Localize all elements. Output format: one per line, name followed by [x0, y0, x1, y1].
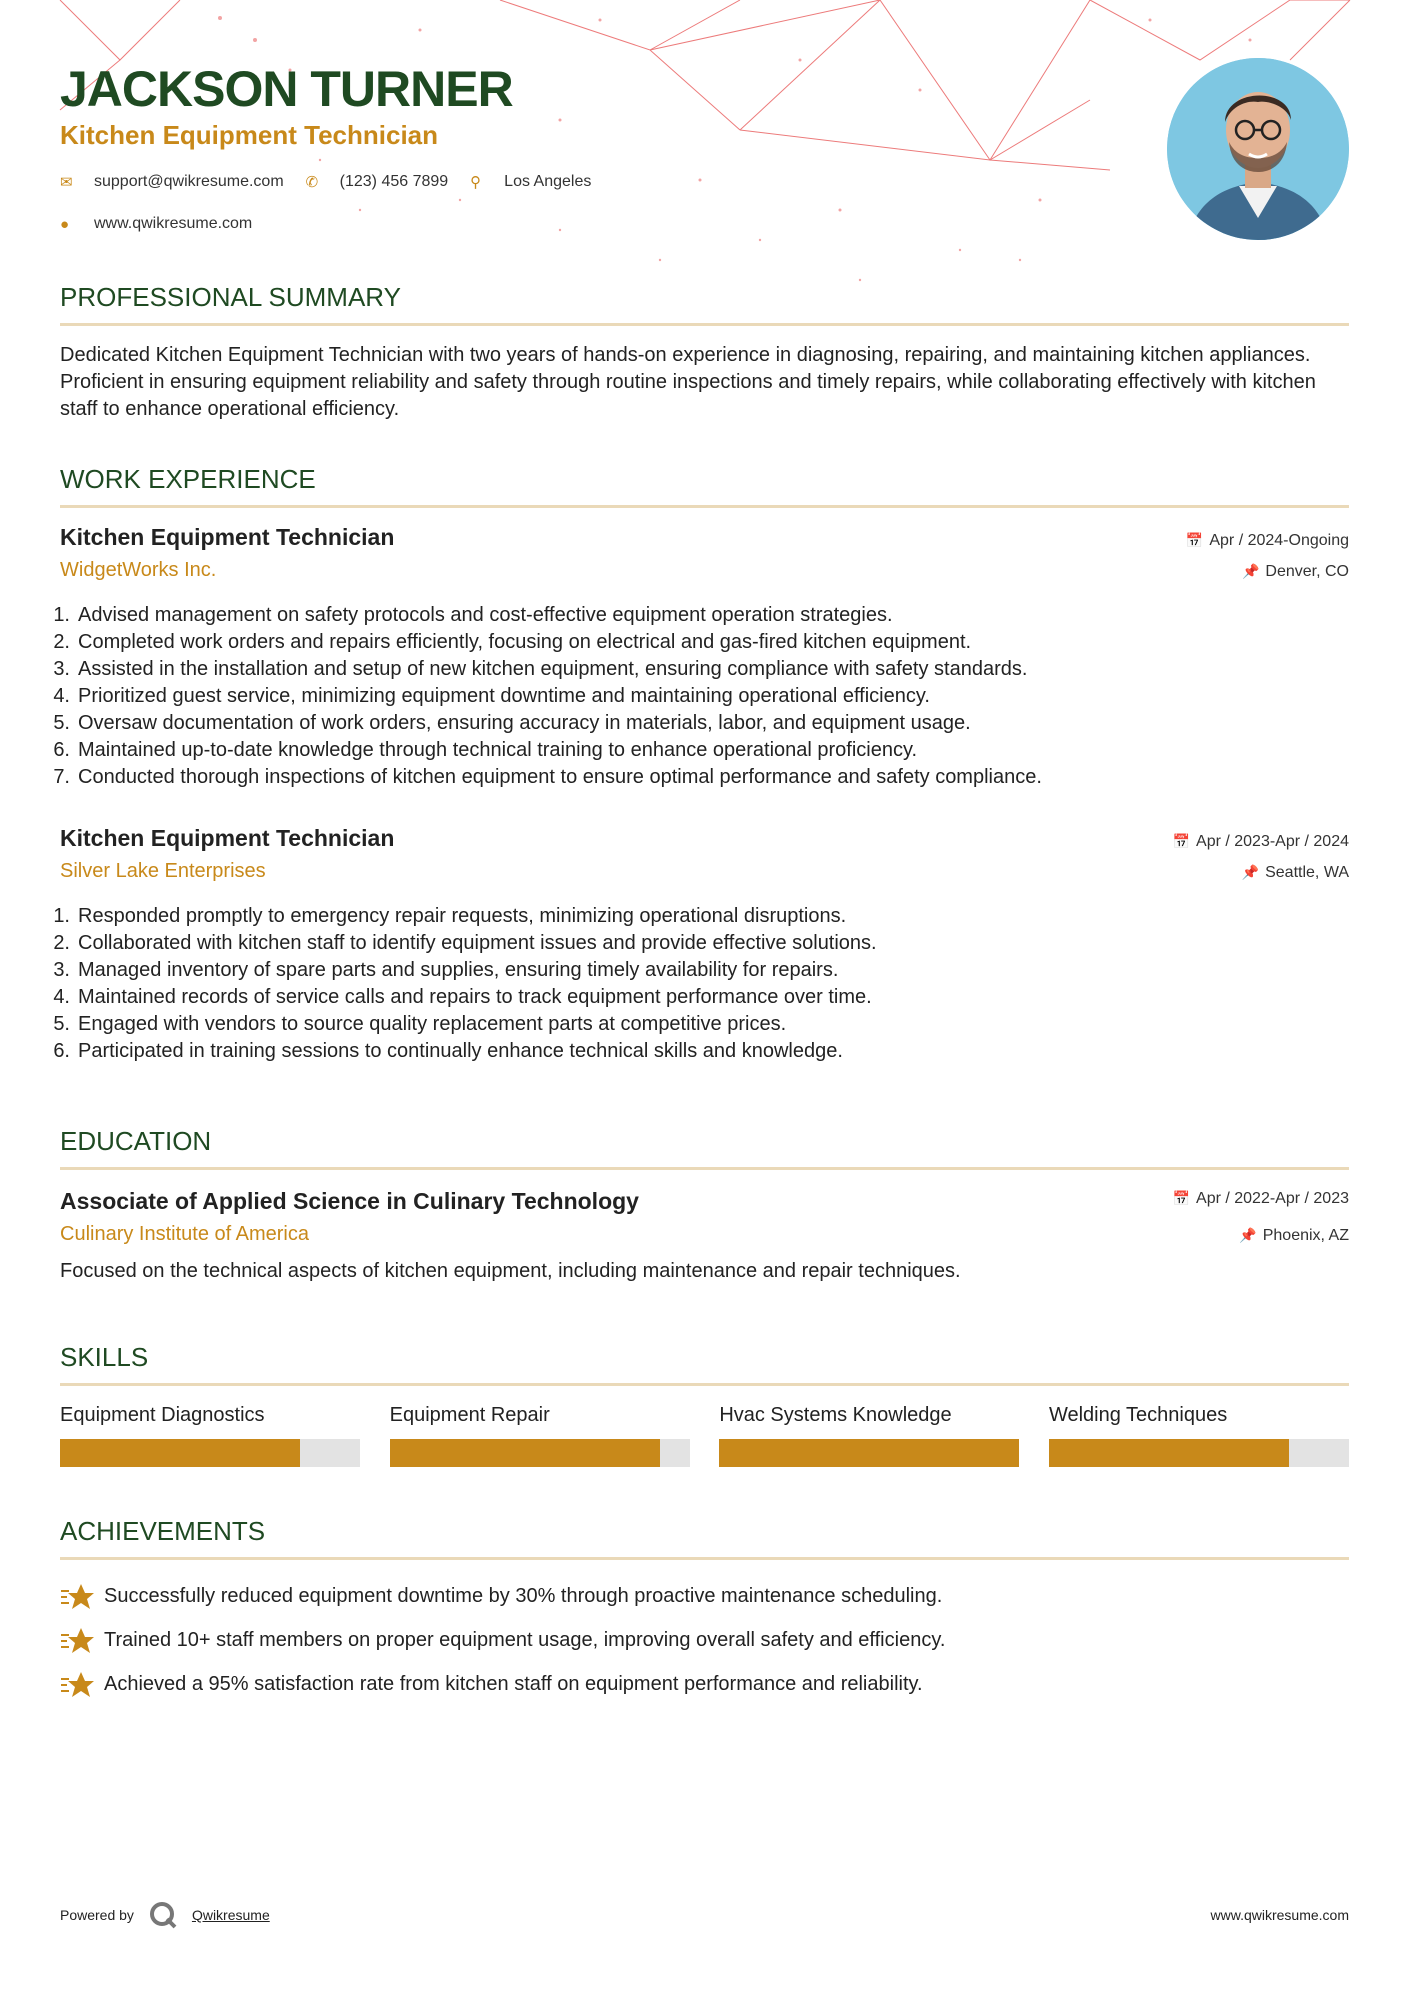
skill-item	[390, 1404, 690, 1467]
envelope-icon: ✉	[60, 174, 73, 191]
calendar-icon: 📅	[1185, 532, 1204, 548]
skill-bar	[390, 1439, 690, 1467]
phone-text: (123) 456 7899	[339, 173, 449, 190]
education-heading: EDUCATION	[60, 1126, 1349, 1170]
star-icon	[60, 1581, 94, 1611]
skill-bar-fill	[390, 1439, 660, 1467]
pin-icon: 📌	[1239, 1227, 1257, 1243]
map-pin-icon: ⚲	[470, 174, 482, 191]
location-text: Los Angeles	[504, 173, 592, 190]
education-section	[60, 1126, 1349, 1170]
powered-by-label: Powered by	[60, 1907, 134, 1923]
qwikresume-logo-icon	[148, 1900, 178, 1930]
achievements-list	[60, 1574, 1349, 1706]
calendar-icon: 📅	[1172, 833, 1191, 849]
skill-bar-fill	[60, 1439, 300, 1467]
job-location	[1173, 864, 1349, 895]
work-heading: WORK EXPERIENCE	[60, 464, 1349, 508]
list-item: 2. Completed work orders and repairs efficiently, focusing on electrical and gas-fired kitchen equipment.	[53, 631, 972, 653]
achievements-section	[60, 1516, 1349, 1706]
skill-item	[60, 1404, 360, 1467]
job-meta	[1173, 833, 1349, 895]
contact-row-2	[60, 215, 274, 233]
candidate-name: JACKSON TURNER	[60, 61, 513, 117]
phone-icon: ✆	[305, 174, 319, 191]
job-bullets	[53, 602, 1349, 791]
skills-heading: SKILLS	[60, 1342, 1349, 1386]
list-item: 3. Managed inventory of spare parts and supplies, ensuring timely availability for repairs.	[53, 959, 839, 981]
star-icon	[60, 1669, 94, 1699]
job-company: Silver Lake Enterprises	[60, 860, 266, 882]
list-item: 7. Conducted thorough inspections of kitchen equipment to ensure optimal performance and safety compliance.	[53, 766, 1042, 788]
job-location	[1186, 563, 1349, 594]
skill-item	[1049, 1404, 1349, 1467]
footer-website[interactable]: www.qwikresume.com	[1210, 1907, 1349, 1923]
job-dates-text: Apr / 2023-Apr / 2024	[1196, 833, 1349, 850]
skill-name: Equipment Repair	[389, 1404, 550, 1426]
job-company: WidgetWorks Inc.	[60, 559, 217, 581]
school-name: Culinary Institute of America	[60, 1223, 309, 1245]
qwikresume-link[interactable]: Qwikresume	[191, 1907, 270, 1923]
education-dates	[1173, 1190, 1349, 1227]
job-meta	[1186, 532, 1349, 594]
list-item: 3. Assisted in the installation and setup of new kitchen equipment, ensuring compliance with safety standards.	[53, 658, 1028, 680]
contact-location	[470, 173, 591, 191]
website-text: www.qwikresume.com	[94, 215, 253, 232]
contact-row-1	[60, 173, 613, 191]
education-location-text: Phoenix, AZ	[1262, 1227, 1349, 1244]
skill-name: Hvac Systems Knowledge	[719, 1404, 952, 1426]
skill-bar-fill	[719, 1439, 1019, 1467]
footer	[60, 1900, 1349, 1930]
star-icon	[60, 1625, 94, 1655]
list-item: 6. Participated in training sessions to continually enhance technical skills and knowledge.	[53, 1040, 843, 1062]
resume-page	[53, 0, 1349, 1990]
achievement-item	[60, 1662, 1349, 1706]
education-description: Focused on the technical aspects of kitchen equipment, including maintenance and repair techniques.	[60, 1260, 961, 1282]
list-item: 2. Collaborated with kitchen staff to identify equipment issues and provide effective solutions.	[53, 932, 877, 954]
job-dates	[1173, 833, 1349, 864]
skill-bar	[1049, 1439, 1349, 1467]
achievement-text: Achieved a 95% satisfaction rate from kitchen staff on equipment performance and reliability.	[104, 1672, 923, 1695]
contact-email[interactable]	[60, 173, 284, 191]
summary-heading: PROFESSIONAL SUMMARY	[60, 282, 1349, 326]
achievements-heading: ACHIEVEMENTS	[60, 1516, 1349, 1560]
job-dates	[1186, 532, 1349, 563]
list-item: 4. Maintained records of service calls and repairs to track equipment performance over time.	[53, 986, 872, 1008]
list-item: 5. Oversaw documentation of work orders, ensuring accuracy in materials, labor, and equipment usage.	[53, 712, 971, 734]
achievement-item	[60, 1574, 1349, 1618]
achievement-text: Trained 10+ staff members on proper equipment usage, improving overall safety and efficiency.	[104, 1628, 946, 1651]
skill-item	[719, 1404, 1019, 1467]
education-entry	[60, 1188, 1349, 1283]
list-item: 1. Advised management on safety protocols and cost-effective equipment operation strategies.	[53, 604, 893, 626]
contact-website[interactable]	[60, 215, 252, 233]
profile-photo-illustration	[1167, 58, 1349, 240]
job-location-text: Seattle, WA	[1265, 864, 1349, 881]
calendar-icon: 📅	[1172, 1190, 1191, 1206]
job-location-text: Denver, CO	[1265, 563, 1349, 580]
skills-list	[60, 1404, 1349, 1467]
education-meta	[1173, 1190, 1349, 1258]
list-item: 1. Responded promptly to emergency repair requests, minimizing operational disruptions.	[53, 905, 847, 927]
profile-photo	[1167, 58, 1349, 240]
candidate-title: Kitchen Equipment Technician	[60, 120, 439, 150]
pin-icon: 📌	[1241, 864, 1260, 880]
job-bullets	[53, 903, 1349, 1065]
skill-name: Equipment Diagnostics	[60, 1404, 265, 1426]
globe-icon: ●	[60, 215, 70, 233]
pin-icon: 📌	[1241, 563, 1260, 579]
list-item: 4. Prioritized guest service, minimizing equipment downtime and maintaining operational efficiency.	[53, 685, 930, 707]
achievement-text: Successfully reduced equipment downtime by 30% through proactive maintenance scheduling.	[104, 1584, 943, 1607]
job-title: Kitchen Equipment Technician	[60, 825, 395, 851]
list-item: 5. Engaged with vendors to source quality replacement parts at competitive prices.	[53, 1013, 787, 1035]
skill-bar	[60, 1439, 360, 1467]
work-section	[60, 464, 1349, 508]
email-text: support@qwikresume.com	[94, 173, 284, 190]
achievement-item	[60, 1618, 1349, 1662]
contact-phone[interactable]	[306, 173, 449, 191]
job-dates-text: Apr / 2024-Ongoing	[1209, 532, 1349, 549]
summary-text: Dedicated Kitchen Equipment Technician with two years of hands-on experience in diagnosing, repairing, and maintaining kitchen appliances. Proficient in ensuring equipment reliability and safety through routine inspections and timely repairs, while collaborating effectively with kitchen staff to enhance operational efficiency.	[60, 344, 1316, 420]
summary-section	[60, 282, 1349, 423]
skill-bar	[719, 1439, 1019, 1467]
list-item: 6. Maintained up-to-date knowledge through technical training to enhance operational proficiency.	[53, 739, 918, 761]
skill-name: Welding Techniques	[1048, 1404, 1228, 1426]
skills-section	[60, 1342, 1349, 1467]
job-1	[53, 524, 1349, 791]
degree-title: Associate of Applied Science in Culinary Technology	[60, 1188, 639, 1214]
education-dates-text: Apr / 2022-Apr / 2023	[1196, 1190, 1349, 1207]
skill-bar-fill	[1049, 1439, 1289, 1467]
education-location	[1173, 1227, 1349, 1258]
job-2	[53, 825, 1349, 1065]
job-title: Kitchen Equipment Technician	[60, 524, 395, 550]
